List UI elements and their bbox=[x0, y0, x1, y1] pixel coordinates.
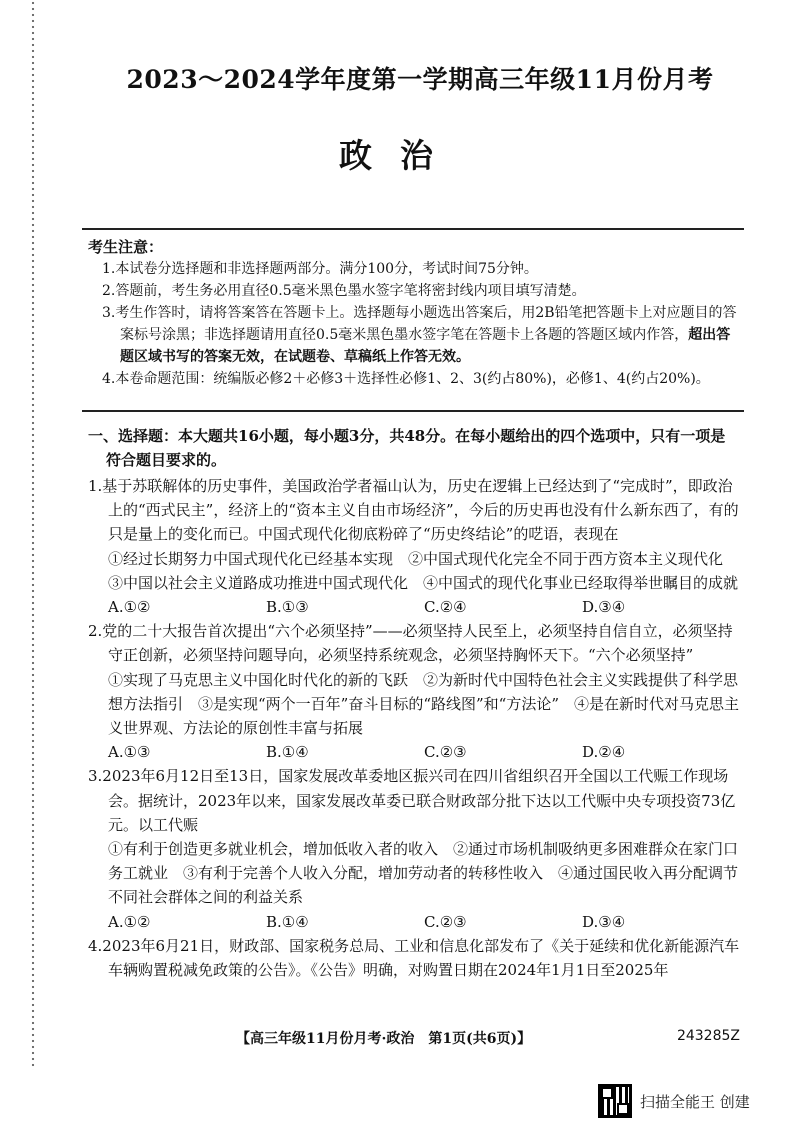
question-statements: ①实现了马克思主义中国化时代化的新的飞跃 ②为新时代中国特色社会主义实践提供了科学思想方法指引 ③是实现“两个一百年”奋斗目标的“路线图”和“方法论” ④是在新时代对马克思主义世界观、方法论的原创性丰富与拓展 bbox=[108, 670, 740, 738]
watermark-text: 扫描全能王 创建 bbox=[640, 1092, 750, 1111]
notice-item-2: 2.答题前，考生务必用直径0.5毫米黑色墨水签字笔将密封线内项目填写清楚。 bbox=[102, 283, 586, 299]
choice-b: B.①④ bbox=[266, 743, 309, 762]
choice-d: D.②④ bbox=[582, 743, 626, 762]
question-statements: ①经过长期努力中国式现代化已经基本实现 ②中国式现代化完全不同于西方资本主义现代化 ③中国以社会主义道路成功推进中国式现代化 ④中国式的现代化事业已经取得举世瞩目的成就 bbox=[108, 549, 739, 592]
question-1 bbox=[88, 474, 740, 619]
notice-item-4: 4.本卷命题范围：统编版必修2＋必修3＋选择性必修1、2、3(约占80%)，必修1、4(约占20%)。 bbox=[102, 371, 710, 387]
exam-title: 2023～2024学年度第一学期高三年级11月份月考 bbox=[126, 65, 714, 94]
notice-heading: 考生注意： bbox=[88, 238, 164, 256]
choice-d: D.③④ bbox=[582, 598, 626, 617]
question-list bbox=[88, 474, 740, 982]
footer-code: 243285Z bbox=[676, 1028, 740, 1044]
choice-a: A.①② bbox=[108, 912, 151, 931]
choice-d: D.③④ bbox=[582, 912, 626, 931]
divider-top bbox=[82, 228, 744, 230]
question-2 bbox=[88, 619, 740, 764]
footer-page-info: 【高三年级11月份月考·政治 第1页(共6页)】 bbox=[236, 1031, 532, 1047]
choice-a: A.①② bbox=[108, 598, 151, 617]
notice-item-1: 1.本试卷分选择题和非选择题两部分。满分100分，考试时间75分钟。 bbox=[102, 261, 538, 277]
notice-item-3-text: 3.考生作答时，请将答案答在答题卡上。选择题每小题选出答案后，用2B铅笔把答题卡上对应题目的答案标号涂黑；非选择题请用直径0.5毫米黑色墨水签字笔在答题卡上各题的答题区域内作答， bbox=[102, 305, 737, 343]
choice-c: C.②④ bbox=[424, 598, 467, 617]
scanner-watermark bbox=[598, 1084, 750, 1118]
question-statements: ①有利于创造更多就业机会，增加低收入者的收入 ②通过市场机制吸纳更多困难群众在家门口务工就业 ③有利于完善个人收入分配，增加劳动者的转移性收入 ④通过国民收入再分配调节不同社会群体之间的利益关系 bbox=[108, 840, 739, 907]
notice-item-3-emphasis: 超出答题区域书写的答案无效，在试题卷、草稿纸上作答无效。 bbox=[120, 327, 731, 365]
choice-b: B.①③ bbox=[266, 598, 309, 617]
divider-bottom bbox=[82, 410, 744, 412]
notice-item-3 bbox=[88, 302, 740, 368]
question-4 bbox=[88, 934, 740, 982]
section-heading: 一、选择题：本大题共16小题，每小题3分，共48分。在每小题给出的四个选项中，只有一项是符合题目要求的。 bbox=[88, 427, 726, 469]
answer-choices bbox=[88, 595, 740, 619]
question-stem: 1.基于苏联解体的历史事件，美国政治学者福山认为，历史在逻辑上已经达到了“完成时”，即政治上的“西式民主”，经济上的“资本主义自由市场经济”，今后的历史再也没有什么新东西了，有的只是量上的变化而已。中国式现代化彻底粉碎了“历史终结论”的呓语，表现在 bbox=[88, 477, 739, 544]
question-stem: 3.2023年6月12日至13日，国家发展改革委地区振兴司在四川省组织召开全国以工代赈工作现场会。据统计，2023年以来，国家发展改革委已联合财政部分批下达以工代赈中央专项投资73亿元。以工代赈 bbox=[88, 767, 736, 834]
answer-choices bbox=[88, 740, 740, 764]
choice-b: B.①④ bbox=[266, 912, 309, 931]
candidate-notice bbox=[88, 236, 740, 390]
question-stem: 4.2023年6月21日，财政部、国家税务总局、工业和信息化部发布了《关于延续和优化新能源汽车车辆购置税减免政策的公告》。《公告》明确，对购置日期在2024年1月1日至2025年 bbox=[88, 936, 740, 980]
question-stem: 2.党的二十大报告首次提出“六个必须坚持”——必须坚持人民至上，必须坚持自信自立，必须坚持守正创新，必须坚持问题导向，必须坚持系统观念，必须坚持胸怀天下。“六个必须坚持” bbox=[88, 622, 733, 665]
choice-c: C.②③ bbox=[424, 912, 467, 931]
choice-a: A.①③ bbox=[108, 743, 151, 762]
choice-c: C.②③ bbox=[424, 743, 467, 762]
answer-choices bbox=[88, 910, 740, 934]
question-3 bbox=[88, 764, 740, 933]
subject-title: 政治 bbox=[339, 136, 461, 175]
qr-code-icon bbox=[598, 1084, 632, 1118]
